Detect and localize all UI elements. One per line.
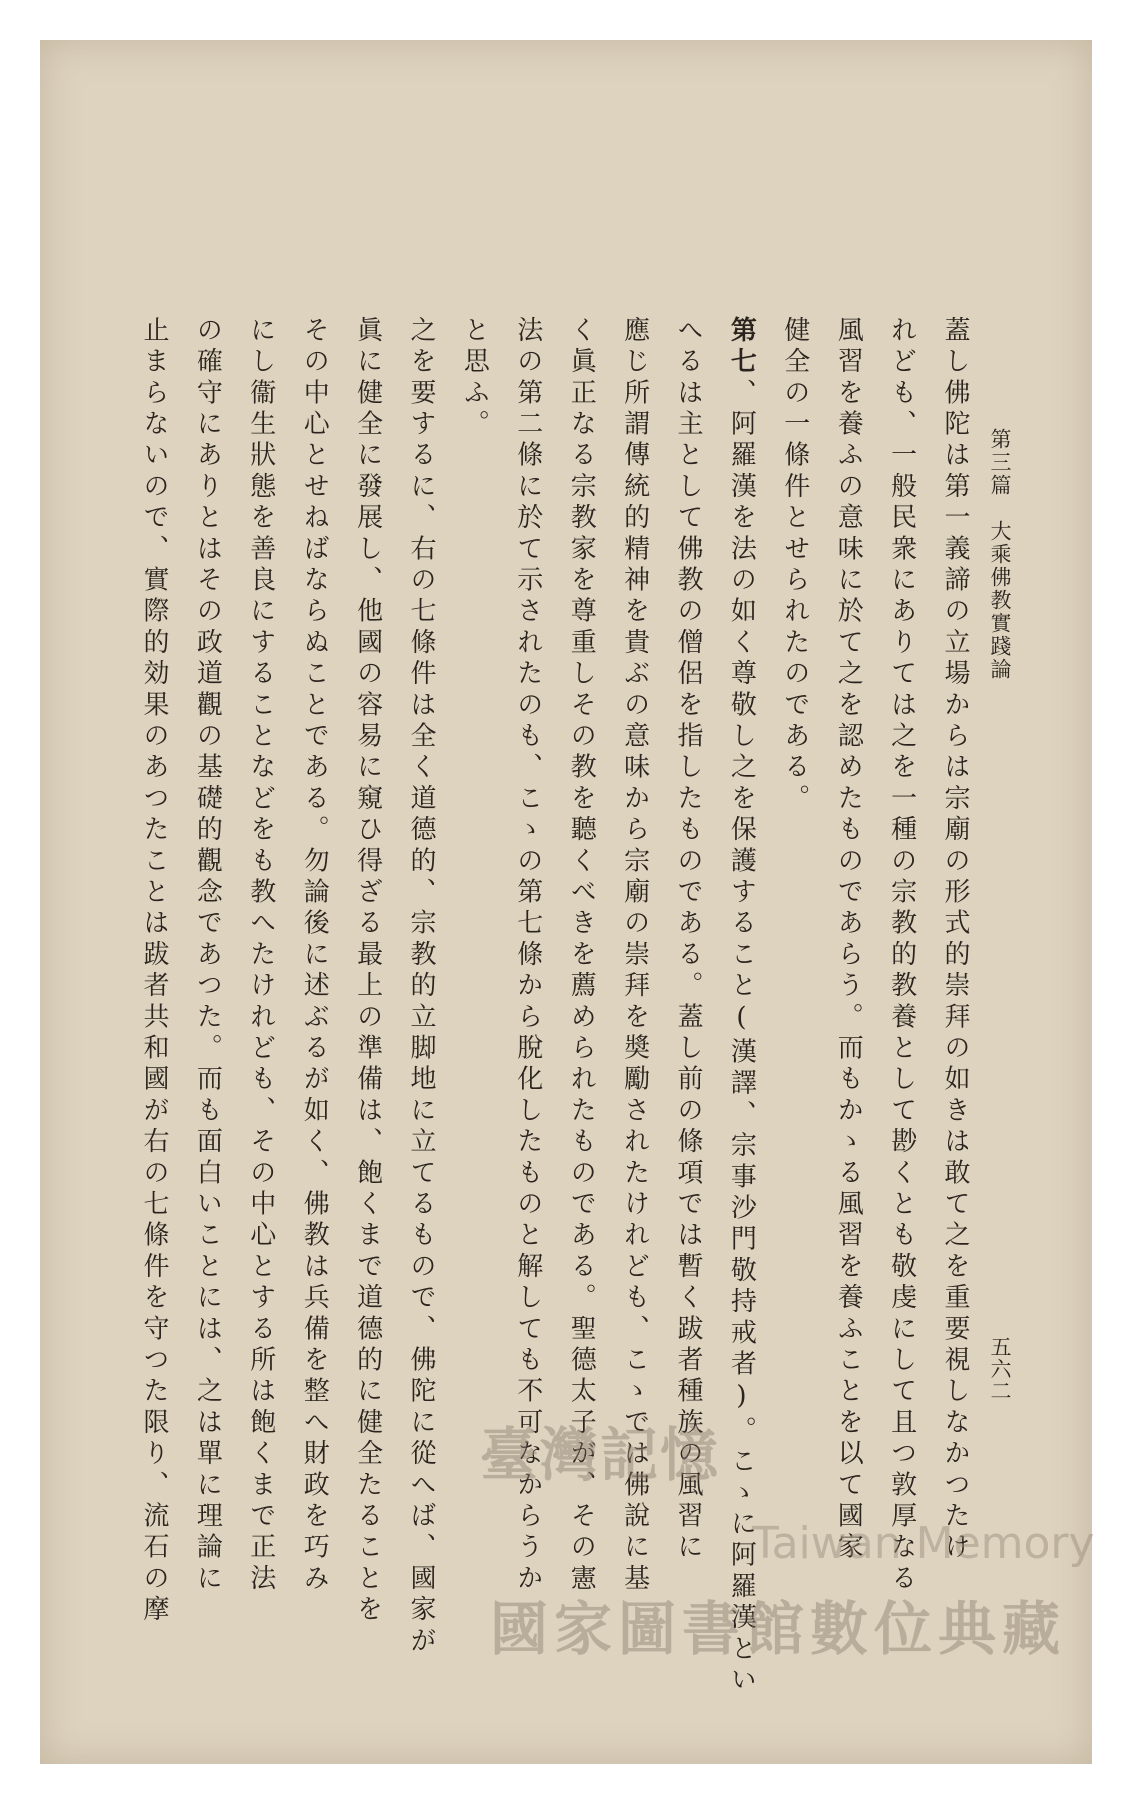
text-line: 眞に健全に發展し、他國の容易に窺ひ得ざる最上の準備は、飽くまで道德的に健全たることを — [352, 316, 383, 1627]
text-line: 蓋し佛陀は第一義諦の立場からは宗廟の形式的崇拜の如きは敢て之を重要視しなかつたけ — [940, 316, 970, 1564]
text-line: と思ふ。 — [459, 316, 490, 441]
text-line: く眞正なる宗教家を尊重しその教を聽くべきを薦められたものである。聖德太子が、その憲 — [566, 316, 597, 1596]
text-line: 應じ所謂傳統的精神を貴ぶの意味から宗廟の崇拜を奬勵されたけれども、こゝでは佛說に基 — [619, 316, 650, 1596]
text-line: 法の第二條に於て示されたのも、こゝの第七條から脫化したものと解しても不可なからうか — [512, 316, 543, 1596]
text-line: へるは主として佛教の僧侶を指したものである。蓋し前の條項では暫く跋者種族の風習に — [673, 316, 703, 1564]
text-line: 之を要するに、右の七條件は全く道德的、宗教的立脚地に立てるもので、佛陀に從へば、國家が — [406, 316, 436, 1658]
text-line: にし衞生狀態を善良にすることなどをも教へたけれども、その中心とする所は飽くまで正法 — [245, 316, 276, 1596]
page-number: 五六二 — [988, 1336, 1012, 1402]
text-line: 第七、阿羅漢を法の如く尊敬し之を保護すること(漢譯、宗事沙門敬持戒者)。こゝに阿羅漢とい — [726, 316, 757, 1697]
running-header: 第三篇 大乘佛教實踐論 — [988, 428, 1012, 681]
text-line: 健全の一條件とせられたのである。 — [779, 316, 810, 816]
text-line: 風習を養ふの意味に於て之を認めたものであらう。而もかゝる風習を養ふことを以て國家 — [833, 316, 864, 1564]
text-line: れども、一般民衆にありては之を一種の宗教的教養として尠くとも敬虔にして且つ敦厚なる — [886, 316, 917, 1596]
watermark-logo-text: 臺灣記憶 — [480, 1421, 721, 1489]
text-line: の確守にありとはその政道觀の基礎的觀念であつた。而も面白いことには、之は單に理論に — [192, 316, 223, 1596]
watermark-english: Taiwan Memory — [752, 1518, 1095, 1569]
text-line: その中心とせねばならぬことである。勿論後に述ぶるが如く、佛教は兵備を整へ財政を巧み — [299, 316, 330, 1596]
text-line: 止まらないので、實際的効果のあつたことは跋者共和國が右の七條件を守つた限り、流石の摩 — [139, 316, 169, 1627]
watermark-institution: 國家圖書館數位典藏 — [490, 1595, 1067, 1663]
